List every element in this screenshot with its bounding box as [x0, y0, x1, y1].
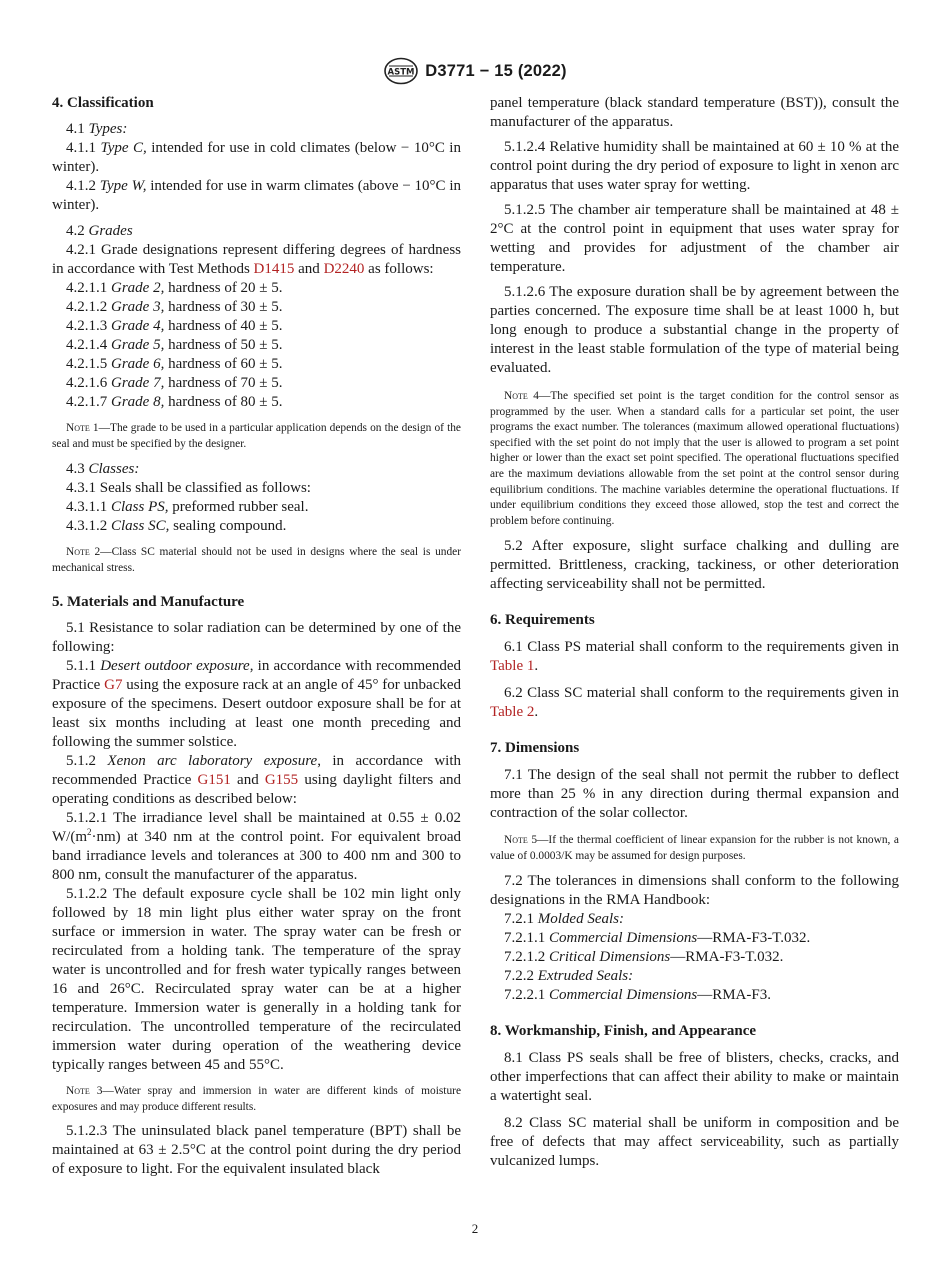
paragraph: 7.2.1 Molded Seals: — [504, 910, 624, 927]
paragraph: 4.1.1 Type C, intended for use in cold climates (below − 10°C in winter). — [52, 140, 461, 175]
paragraph: 6.1 Class PS material shall conform to the requirements given in Table 1. — [490, 639, 899, 675]
link-g7[interactable]: G7 — [104, 677, 123, 694]
paragraph: 4.3.1.1 Class PS, preformed rubber seal. — [66, 499, 309, 516]
paragraph: 5.1.2.6 The exposure duration shall be by agreement between the parties concerned. The exposure time shall be at least 1000 h, but long enough to produce a substantial change in the property of interest in the least stable formulation of the type of material being evaluated. — [490, 284, 899, 376]
paragraph: 4.3.1.2 Class SC, sealing compound. — [66, 518, 287, 535]
link-table-1[interactable]: Table 1 — [490, 658, 535, 675]
section-title: 8. Workmanship, Finish, and Appearance — [490, 1022, 757, 1039]
right-column — [490, 94, 899, 1171]
paragraph: 4.1 Types: — [66, 121, 128, 137]
paragraph: 5.1.2.1 The irradiance level shall be maintained at 0.55 ± 0.02 $W/(m^2\cdot nm)$ at 340 nm at the control point. For equivalent broad band irradiance levels and tolerances at 300 to 400 nm and 300 to 800 nm, consult the manufacturer of the apparatus. — [52, 810, 461, 884]
paragraph: 6.2 Class SC material shall conform to the requirements given in Table 2. — [490, 685, 899, 721]
paragraph: 4.3 Classes: — [66, 461, 140, 478]
paragraph: 5.1.2.2 The default exposure cycle shall be 102 min light only followed by 18 min light plus either water spray on the front surface or immersion in water. The spray water can be fresh or recirculated from a holding tank. The temperature of the spray water is uncontrolled and for fresh water typically ranges between 16 and 26°C. Recirculated spray water can be at a higher temperature. Immersion water is generally in a holding tank for recirculation. The uncontrolled temperature of the recirculated immersion water during operation of the weathering device typically ranges between 45 and 55°C. — [52, 886, 461, 1074]
paragraph: 4.2.1 Grade designations represent differing degrees of hardness in accordance with Test Methods D1415 and D2240 as follows: — [52, 242, 461, 277]
logo-text: ASTM — [387, 67, 415, 78]
paragraph: 7.2.2 Extruded Seals: — [504, 967, 634, 984]
paragraph: 8.2 Class SC material shall be uniform in composition and be free of defects that may affect serviceability, such as partially vulcanized lumps. — [490, 1114, 899, 1169]
grade-item: 4.2.1.2 Grade 3, hardness of 30 ± 5. — [66, 299, 283, 315]
paragraph: 7.1 The design of the seal shall not permit the rubber to deflect more than 25 % in any direction during thermal expansion and contraction of the solar collector. — [490, 767, 899, 822]
grade-item: 4.2.1.7 Grade 8, hardness of 80 ± 5. — [66, 394, 283, 410]
section-title: 6. Requirements — [490, 612, 595, 629]
grade-item: 4.2.1.3 Grade 4, hardness of 40 ± 5. — [66, 318, 283, 334]
note: Note 5—If the thermal coefficient of linear expansion for the rubber is not known, a value of 0.0003/K may be assumed for design purposes. — [490, 834, 899, 862]
section-title: 4. Classification — [52, 95, 154, 111]
link-g155[interactable]: G155 — [264, 772, 299, 789]
note: Note 1—The grade to be used in a particular application depends on the design of the seal and must be specified by the designer. — [52, 422, 461, 450]
page-number: 2 — [471, 1221, 479, 1236]
section-title: 5. Materials and Manufacture — [52, 594, 245, 611]
left-column — [52, 94, 461, 1179]
link-g151[interactable]: G151 — [197, 772, 231, 789]
paragraph: panel temperature (black standard temperature (BST)), consult the manufacturer of the apparatus. — [490, 95, 899, 130]
paragraph: 8.1 Class PS seals shall be free of blisters, checks, cracks, and other imperfections that can affect their ability to make or maintain a watertight seal. — [490, 1049, 899, 1104]
grade-item: 4.2.1.6 Grade 7, hardness of 70 ± 5. — [66, 375, 283, 391]
paragraph: 5.1.2.3 The uninsulated black panel temperature (BPT) shall be maintained at 63 ± 2.5°C at the control point during the dry period of exposure to light. For the equivalent insulated black — [52, 1122, 461, 1177]
paragraph: 7.2 The tolerances in dimensions shall conform to the following designations in the RMA Handbook: — [490, 872, 899, 908]
grade-item: 4.2.1.1 Grade 2, hardness of 20 ± 5. — [66, 280, 283, 296]
paragraph: 4.1.2 Type W, intended for use in warm climates (above − 10°C in winter). — [52, 178, 461, 213]
paragraph: 7.2.2.1 Commercial Dimensions—RMA-F3. — [504, 986, 771, 1003]
link-d2240[interactable]: D2240 — [323, 261, 365, 277]
paragraph: 7.2.1.1 Commercial Dimensions—RMA-F3-T.032. — [504, 929, 811, 946]
link-table-2[interactable]: Table 2 — [490, 704, 535, 721]
paragraph: 4.2 Grades — [66, 223, 133, 239]
page-header — [0, 57, 950, 85]
document-designation: D3771 − 15 (2022) — [425, 61, 567, 80]
paragraph: 4.3.1 Seals shall be classified as follows: — [66, 480, 311, 497]
link-d1415[interactable]: D1415 — [253, 261, 295, 277]
paragraph: 5.1.2.5 The chamber air temperature shall be maintained at 48 ± 2°C at the control point in equipment that uses water spray for wetting and provides for adjustment of the chamber air temperature. — [490, 202, 899, 275]
grade-item: 4.2.1.5 Grade 6, hardness of 60 ± 5. — [66, 356, 283, 372]
paragraph: 5.1.2.4 Relative humidity shall be maintained at 60 ± 10 % at the control point during the dry period of exposure to light in xenon arc apparatus that uses water spray for wetting. — [490, 139, 899, 193]
paragraph: 5.1 Resistance to solar radiation can be determined by one of the following: — [52, 620, 461, 656]
note: Note 3—Water spray and immersion in water are different kinds of moisture exposures and may produce different results. — [52, 1085, 462, 1113]
astm-logo-icon — [383, 57, 419, 85]
section-title: 7. Dimensions — [490, 740, 580, 757]
paragraph: 7.2.1.2 Critical Dimensions—RMA-F3-T.032. — [504, 948, 784, 965]
note: Note 2—Class SC material should not be used in designs where the seal is under mechanical stress. — [52, 546, 462, 574]
grade-item: 4.2.1.4 Grade 5, hardness of 50 ± 5. — [66, 337, 283, 353]
note: Note 4—The specified set point is the target condition for the control sensor as programmed by the user. When a standard calls for a particular set point, the user programs the exact number. The tolerances (maximum allowed operational fluctuations) specified with the set point do not imply that the user is allowed to program a set point higher or lower than the exact set point specified. The operational fluctuations specified are the maximum deviations allowable from the set point at the control sensor during equilibrium conditions. The machine variables determine the operational fluctuations. If under equilibrium conditions they exceed those allowed, stop the test and correct the problem before continuing. — [490, 390, 899, 527]
paragraph: 5.2 After exposure, slight surface chalking and dulling are permitted. Brittleness, cracking, tackiness, or other deterioration affecting serviceability shall not be permitted. — [490, 538, 899, 593]
paragraph: 5.1.2 Xenon arc laboratory exposure, in accordance with recommended Practice G151 and G155 using daylight filters and operating conditions as described below: — [52, 753, 462, 808]
paragraph: 5.1.1 Desert outdoor exposure, in accordance with recommended Practice G7 using the exposure rack at an angle of 45° for unbacked exposure of the specimens. Desert outdoor exposure shall be for at least six months including at least one month preceding and following the summer solstice. — [52, 658, 462, 751]
